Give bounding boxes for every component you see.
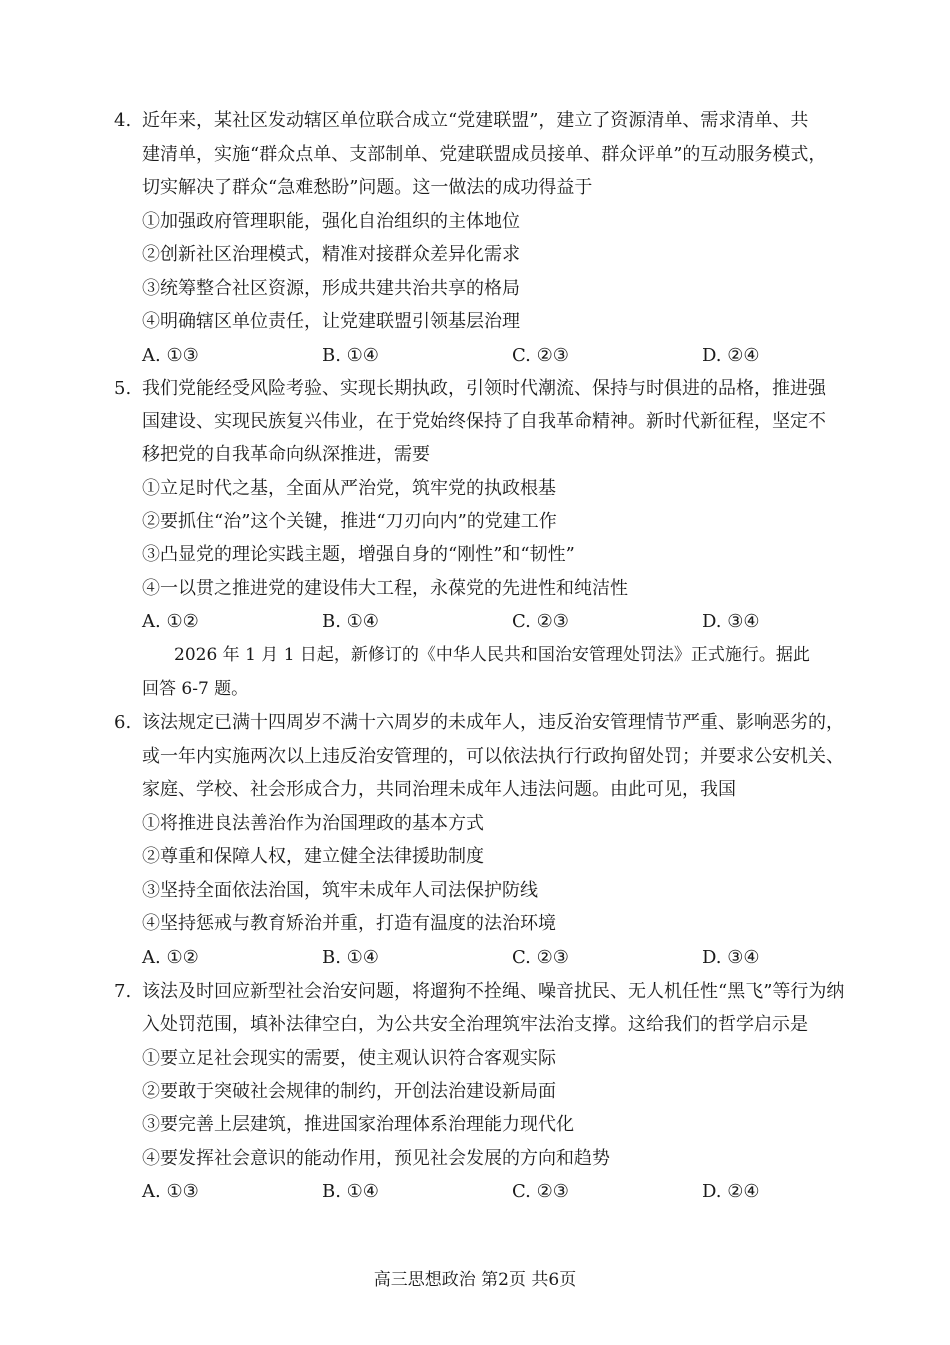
question-text: 该法及时回应新型社会治安问题，将遛狗不拴绳、噪音扰民、无人机任性“黑飞”等行为纳 bbox=[142, 981, 845, 1002]
choice-b: B. ①④ bbox=[322, 611, 379, 632]
option-text: ④明确辖区单位责任，让党建联盟引领基层治理 bbox=[142, 311, 520, 332]
option-text: ②创新社区治理模式，精准对接群众差异化需求 bbox=[142, 244, 520, 265]
choice-d: D. ②④ bbox=[702, 345, 760, 366]
choice-b: B. ①④ bbox=[322, 947, 379, 968]
choice-a: A. ①② bbox=[142, 947, 199, 968]
option-text: ③统筹整合社区资源，形成共建共治共享的格局 bbox=[142, 278, 520, 299]
choice-c: C. ②③ bbox=[512, 345, 569, 366]
question-text: 切实解决了群众“急难愁盼”问题。这一做法的成功得益于 bbox=[142, 177, 593, 198]
question-text: 家庭、学校、社会形成合力，共同治理未成年人违法问题。由此可见，我国 bbox=[142, 779, 736, 800]
choice-d: D. ③④ bbox=[702, 947, 760, 968]
option-text: ③坚持全面依法治国，筑牢未成年人司法保护防线 bbox=[142, 880, 538, 901]
option-text: ②尊重和保障人权，建立健全法律援助制度 bbox=[142, 846, 484, 867]
choice-c: C. ②③ bbox=[512, 1181, 569, 1202]
question-text: 移把党的自我革命向纵深推进，需要 bbox=[142, 444, 430, 465]
question-text: 我们党能经受风险考验、实现长期执政，引领时代潮流、保持与时俱进的品格，推进强 bbox=[142, 378, 826, 399]
option-text: ②要抓住“治”这个关键，推进“刀刃向内”的党建工作 bbox=[142, 511, 557, 532]
question-text: 该法规定已满十四周岁不满十六周岁的未成年人，违反治安管理情节严重、影响恶劣的， bbox=[142, 712, 844, 733]
option-text: ④要发挥社会意识的能动作用，预见社会发展的方向和趋势 bbox=[142, 1148, 610, 1169]
choice-a: A. ①③ bbox=[142, 1181, 199, 1202]
option-text: ①将推进良法善治作为治国理政的基本方式 bbox=[142, 813, 484, 834]
question-text: 入处罚范围，填补法律空白，为公共安全治理筑牢法治支撑。这给我们的哲学启示是 bbox=[142, 1014, 808, 1035]
choice-d: D. ③④ bbox=[702, 611, 760, 632]
question-text: 或一年内实施两次以上违反治安管理的，可以依法执行行政拘留处罚；并要求公安机关、 bbox=[142, 746, 844, 767]
page-footer: 高三思想政治 第2页 共6页 bbox=[373, 1270, 577, 1290]
option-text: ①要立足社会现实的需要，使主观认识符合客观实际 bbox=[142, 1048, 556, 1069]
option-text: ④坚持惩戒与教育矫治并重，打造有温度的法治环境 bbox=[142, 913, 556, 934]
answer-choices bbox=[142, 345, 842, 367]
question-number: 4. bbox=[114, 110, 132, 131]
option-text: ③凸显党的理论实践主题，增强自身的“刚性”和“韧性” bbox=[142, 544, 575, 565]
choice-c: C. ②③ bbox=[512, 611, 569, 632]
choice-a: A. ①② bbox=[142, 611, 199, 632]
answer-choices bbox=[142, 611, 842, 633]
question-text: 国建设、实现民族复兴伟业，在于党始终保持了自我革命精神。新时代新征程，坚定不 bbox=[142, 411, 826, 432]
question-text: 近年来，某社区发动辖区单位联合成立“党建联盟”，建立了资源清单、需求清单、共 bbox=[142, 110, 809, 131]
option-text: ①立足时代之基，全面从严治党，筑牢党的执政根基 bbox=[142, 478, 556, 499]
answer-choices bbox=[142, 1181, 842, 1203]
option-text: ④一以贯之推进党的建设伟大工程，永葆党的先进性和纯洁性 bbox=[142, 578, 628, 599]
answer-choices bbox=[142, 947, 842, 969]
question-number: 7. bbox=[114, 981, 132, 1002]
question-text: 建清单，实施“群众点单、支部制单、党建联盟成员接单、群众评单”的互动服务模式， bbox=[142, 144, 827, 165]
passage-intro-line: 2026 年 1 月 1 日起，新修订的《中华人民共和国治安管理处罚法》正式施行。据此 bbox=[174, 645, 810, 665]
choice-d: D. ②④ bbox=[702, 1181, 760, 1202]
question-number: 6. bbox=[114, 712, 132, 733]
choice-a: A. ①③ bbox=[142, 345, 199, 366]
question-number: 5. bbox=[114, 378, 132, 399]
option-text: ①加强政府管理职能，强化自治组织的主体地位 bbox=[142, 211, 520, 232]
option-text: ③要完善上层建筑，推进国家治理体系治理能力现代化 bbox=[142, 1114, 574, 1135]
option-text: ②要敢于突破社会规律的制约，开创法治建设新局面 bbox=[142, 1081, 556, 1102]
choice-b: B. ①④ bbox=[322, 345, 379, 366]
choice-b: B. ①④ bbox=[322, 1181, 379, 1202]
passage-intro-line: 回答 6-7 题。 bbox=[142, 679, 249, 699]
choice-c: C. ②③ bbox=[512, 947, 569, 968]
